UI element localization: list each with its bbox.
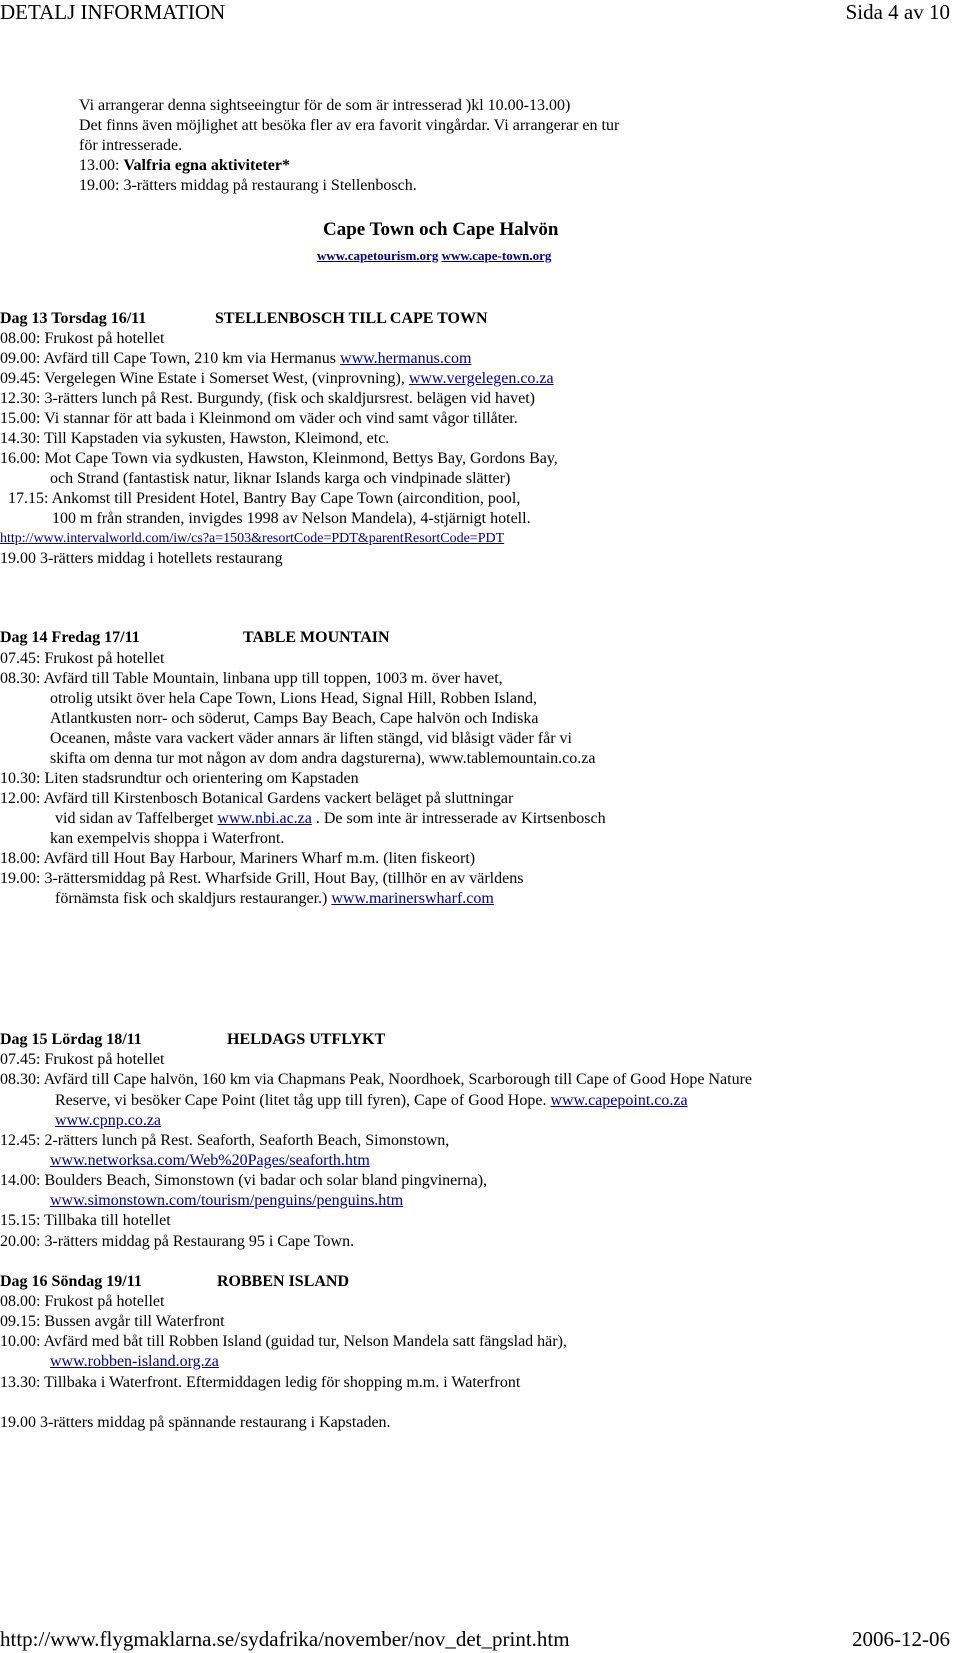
day14-date: Dag 14 Fredag 17/11 [0, 629, 140, 646]
section-links [317, 248, 551, 264]
day14-line-6: skifta om denna tur mot någon av dom andra dagsturerna), www.tablemountain.co.za [50, 750, 596, 767]
day16-line-2: 09.15: Bussen avgår till Waterfront [0, 1313, 225, 1330]
day13-line-10: 100 m från stranden, invigdes 1998 av Nelson Mandela), 4-stjärnigt hotell. [52, 510, 531, 527]
intervalworld-link[interactable]: http://www.intervalworld.com/iw/cs?a=1503&resortCode=PDT&parentResortCode=PDT [0, 531, 505, 546]
day14-line-3: otrolig utsikt över hela Cape Town, Lions Head, Signal Hill, Robben Island, [50, 690, 537, 707]
day15-line-1: 07.45: Frukost på hotellet [0, 1051, 165, 1068]
seaforth-link[interactable]: www.networksa.com/Web%20Pages/seaforth.htm [50, 1152, 370, 1169]
day13-line-2-text: 09.00: Avfärd till Cape Town, 210 km via Hermanus [0, 350, 341, 367]
day16-line-6: 19.00 3-rätters middag på spännande restaurang i Kapstaden. [0, 1414, 391, 1431]
day16-title: ROBBEN ISLAND [217, 1273, 350, 1290]
day14-line-11: 18.00: Avfärd till Hout Bay Harbour, Mariners Wharf m.m. (liten fiskeort) [0, 850, 476, 867]
day16-line-5: 13.30: Tillbaka i Waterfront. Eftermiddagen ledig för shopping m.m. i Waterfront [0, 1374, 521, 1391]
day13-line-8: och Strand (fantastisk natur, liknar Islands karga och vindpinade slätter) [50, 470, 511, 487]
day14-line-9-rest: . De som inte är intresserade av Kirtsenbosch [311, 810, 606, 827]
day16-line-1: 08.00: Frukost på hotellet [0, 1293, 165, 1310]
day15-title: HELDAGS UTFLYKT [227, 1031, 386, 1048]
day13-title: STELLENBOSCH TILL CAPE TOWN [215, 310, 488, 327]
day14-line-12: 19.00: 3-rättersmiddag på Rest. Wharfside Grill, Hout Bay, (tillhör en av världens [0, 870, 524, 887]
day15-line-5: 12.45: 2-rätters lunch på Rest. Seaforth, Seaforth Beach, Simonstown, [0, 1132, 450, 1149]
day13-line-2 [0, 349, 471, 369]
day15-line-3 [55, 1091, 688, 1111]
day14-line-5: Oceanen, måste vara vackert väder annars är liften stängd, vid blåsigt väder får vi [50, 730, 572, 747]
day16-date: Dag 16 Söndag 19/11 [0, 1273, 142, 1290]
robben-island-link[interactable]: www.robben-island.org.za [50, 1353, 219, 1370]
day13-line-3 [0, 369, 554, 389]
day13-line-7: 16.00: Mot Cape Town via sydkusten, Hawston, Kleinmond, Bettys Bay, Gordons Bay, [0, 450, 558, 467]
day15-line-2: 08.30: Avfärd till Cape halvön, 160 km via Chapmans Peak, Noordhoek, Scarborough till Cape of Good Hope Nature [0, 1071, 752, 1088]
header-title: DETALJ INFORMATION [0, 0, 226, 24]
day13-line-9: 17.15: Ankomst till President Hotel, Bantry Bay Cape Town (aircondition, pool, [8, 490, 521, 507]
intro-line-2: Det finns även möjlighet att besöka fler av era favorit vingårdar. Vi arrangerar en tur [79, 117, 620, 134]
capepoint-link[interactable]: www.capepoint.co.za [550, 1092, 688, 1109]
day14-line-13 [55, 889, 494, 909]
marinerswharf-link[interactable]: www.marinerswharf.com [331, 890, 494, 907]
section-title: Cape Town och Cape Halvön [323, 219, 559, 240]
intro-line-5: 19.00: 3-rätters middag på restaurang i Stellenbosch. [79, 177, 417, 194]
day14-line-4: Atlantkusten norr- och söderut, Camps Bay Beach, Cape halvön och Indiska [50, 710, 539, 727]
page-number: Sida 4 av 10 [845, 0, 950, 24]
day13-line-6: 14.30: Till Kapstaden via sykusten, Hawston, Kleimond, etc. [0, 430, 390, 447]
cape-town-link[interactable]: www.cape-town.org [441, 248, 552, 263]
intro-line-3: för intresserade. [79, 137, 183, 154]
cpnp-link[interactable]: www.cpnp.co.za [55, 1112, 162, 1129]
intro-time: 13.00: [79, 157, 124, 174]
day16-line-3: 10.00: Avfärd med båt till Robben Island (guidad tur, Nelson Mandela satt fängslad här), [0, 1333, 567, 1350]
day13-line-1: 08.00: Frukost på hotellet [0, 330, 165, 347]
nbi-link[interactable]: www.nbi.ac.za [217, 810, 312, 827]
day15-line-3-text: Reserve, vi besöker Cape Point (litet tåg upp till fyren), Cape of Good Hope. [55, 1092, 551, 1109]
day15-line-10: 20.00: 3-rätters middag på Restaurang 95 i Cape Town. [0, 1233, 355, 1250]
hermanus-link[interactable]: www.hermanus.com [340, 350, 472, 367]
day14-line-1: 07.45: Frukost på hotellet [0, 650, 165, 667]
intro-line-1: Vi arrangerar denna sightseeingtur för de som är intresserad )kl 10.00-13.00) [79, 97, 571, 114]
footer-url: http://www.flygmaklarna.se/sydafrika/november/nov_det_print.htm [0, 1627, 570, 1651]
footer-date: 2006-12-06 [852, 1627, 950, 1651]
day14-line-9-text: vid sidan av Taffelberget [55, 810, 218, 827]
day16-heading [0, 1272, 350, 1292]
vergelegen-link[interactable]: www.vergelegen.co.za [408, 370, 554, 387]
day14-line-2: 08.30: Avfärd till Table Mountain, linbana upp till toppen, 1003 m. över havet, [0, 670, 503, 687]
day13-line-3-text: 09.45: Vergelegen Wine Estate i Somerset West, (vinprovning), [0, 370, 409, 387]
day13-line-5: 15.00: Vi stannar för att bada i Kleinmond om väder och vind samt vågor tillåter. [0, 410, 518, 427]
day13-line-12: 19.00 3-rätters middag i hotellets restaurang [0, 550, 283, 567]
day15-heading [0, 1030, 386, 1050]
day13-line-4: 12.30: 3-rätters lunch på Rest. Burgundy, (fisk och skaldjursrest. belägen vid havet) [0, 390, 535, 407]
intro-activity: Valfria egna aktiviteter* [123, 157, 290, 174]
intro-line-4 [79, 156, 290, 176]
day14-line-7: 10.30: Liten stadsrundtur och orientering om Kapstaden [0, 770, 359, 787]
day14-heading [0, 628, 390, 648]
day14-line-10: kan exempelvis shoppa i Waterfront. [50, 830, 285, 847]
day15-date: Dag 15 Lördag 18/11 [0, 1031, 142, 1048]
day14-line-13-text: förnämsta fisk och skaldjurs restauranger.) [55, 890, 332, 907]
simonstown-link[interactable]: www.simonstown.com/tourism/penguins/penguins.htm [50, 1192, 404, 1209]
capetourism-link[interactable]: www.capetourism.org [317, 248, 439, 263]
day15-line-7: 14.00: Boulders Beach, Simonstown (vi badar och solar bland pingvinerna), [0, 1172, 488, 1189]
day14-line-9 [55, 809, 606, 829]
day15-line-9: 15.15: Tillbaka till hotellet [0, 1212, 171, 1229]
day14-title: TABLE MOUNTAIN [243, 629, 390, 646]
day13-heading [0, 309, 488, 329]
day14-line-8: 12.00: Avfärd till Kirstenbosch Botanical Gardens vackert beläget på sluttningar [0, 790, 514, 807]
day13-date: Dag 13 Torsdag 16/11 [0, 310, 147, 327]
